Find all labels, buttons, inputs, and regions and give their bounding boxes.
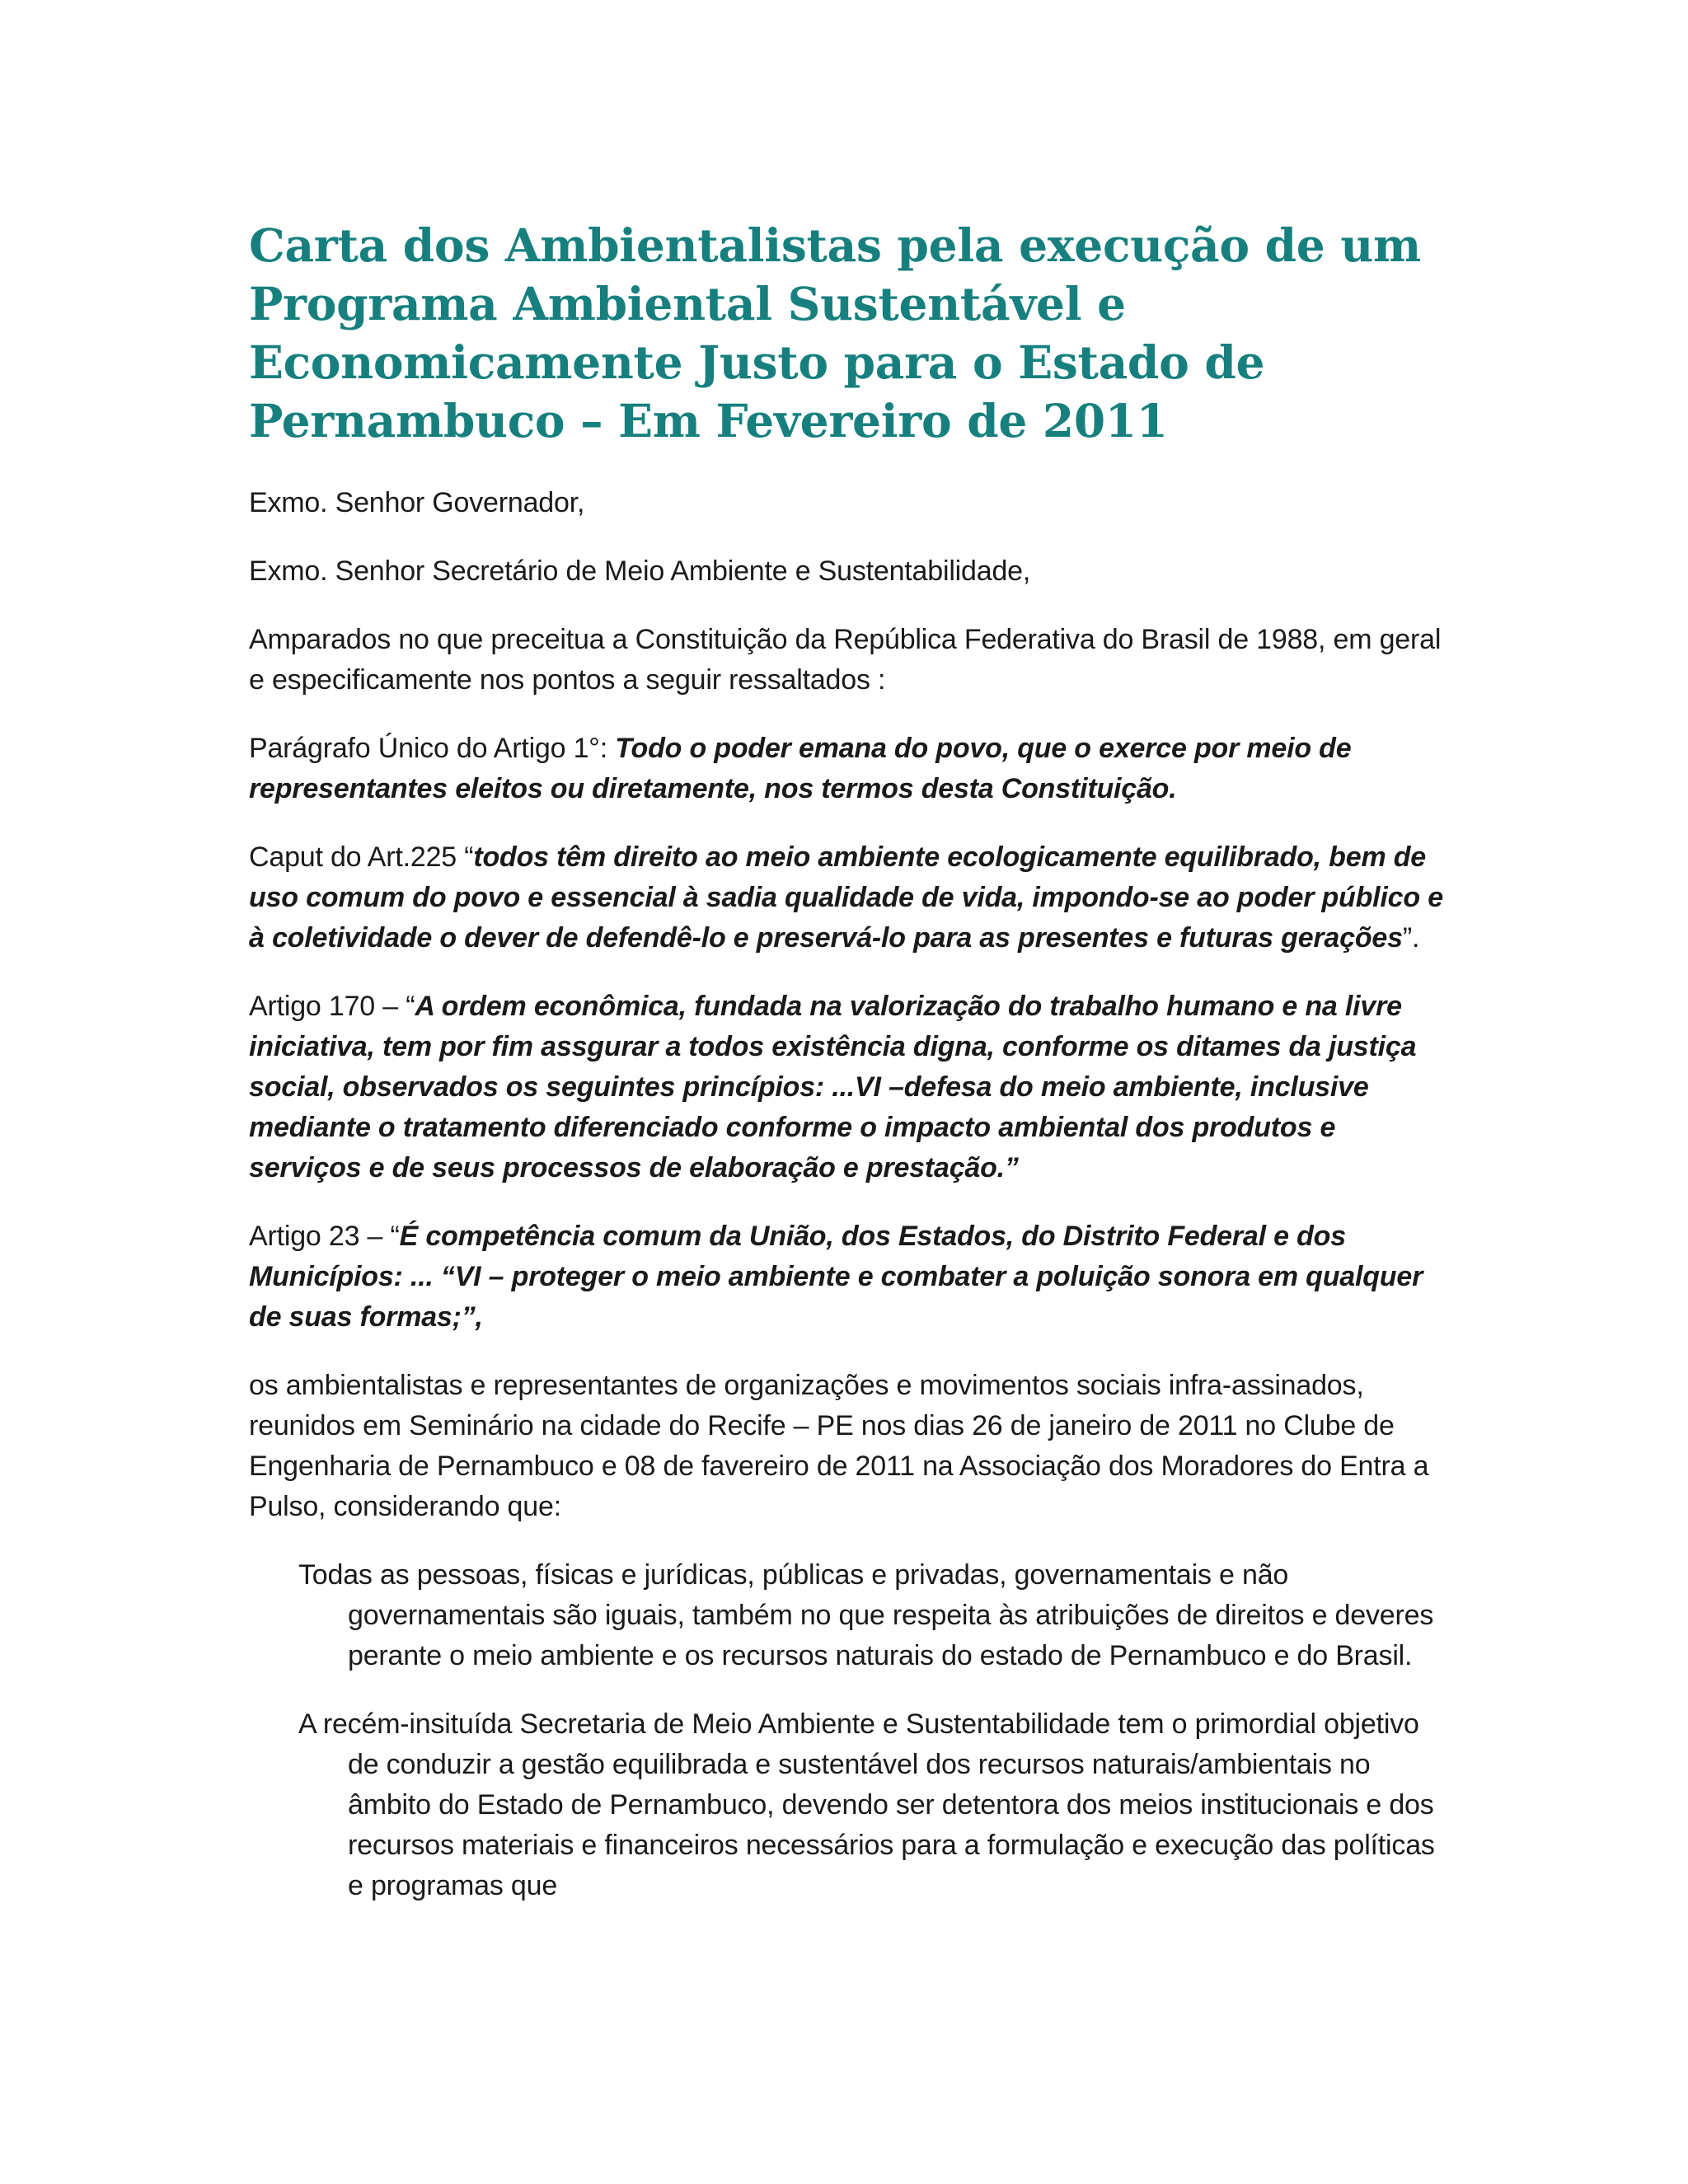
- intro-paragraph: Amparados no que preceitua a Constituição da República Federativa do Brasil de 1988, em geral e especificamente nos pontos a seguir ressaltados :: [249, 624, 1442, 696]
- article-1-paragraph: [249, 729, 1452, 809]
- article-170-label: Artigo 170 – “: [249, 991, 415, 1022]
- article-225-quote: todos têm direito ao meio ambiente ecologicamente equilibrado, bem de uso comum do povo e essencial à sadia qualidade de vida, impondo-se ao poder público e à coletividade o dever de defendê-lo e preservá-lo para as presentes e futuras gerações: [249, 841, 1443, 954]
- article-170-quote: A ordem econômica, fundada na valorização do trabalho humano e na livre iniciativa, tem por fim assgurar a todos existência digna, conforme os ditames da justiça social, observados os seguintes princípios: ...VI –defesa do meio ambiente, inclusive mediante o tratamento diferenciado conforme o impacto ambiental dos produtos e serviços e de seus processos de elaboração e prestação.”: [249, 991, 1417, 1183]
- article-170-paragraph: [249, 987, 1452, 1188]
- article-23-paragraph: [249, 1216, 1452, 1338]
- article-1-quote: Todo o poder emana do povo, que o exerce por meio de representantes eleitos ou diretamente, nos termos desta Constituição.: [249, 733, 1352, 804]
- body-paragraph: os ambientalistas e representantes de organizações e movimentos sociais infra-assinados, reunidos em Seminário na cidade do Recife – PE nos dias 26 de janeiro de 2011 no Clube de Engenharia de Pernambuco e 08 de favereiro de 2011 na Associação dos Moradores do Entra a Pulso, considerando que:: [249, 1370, 1429, 1522]
- article-23-label: Artigo 23 – “: [249, 1221, 400, 1252]
- article-225-paragraph: [249, 837, 1452, 958]
- salutation-governor: Exmo. Senhor Governador,: [249, 487, 585, 518]
- article-225-tail: ”.: [1402, 922, 1420, 954]
- document-page: [249, 216, 1452, 1934]
- article-1-label: Parágrafo Único do Artigo 1°:: [249, 733, 616, 764]
- list-item: A recém-insituída Secretaria de Meio Ambiente e Sustentabilidade tem o primordial objetivo de conduzir a gestão equilibrada e sustentável dos recursos naturais/ambientais no âmbito do Estado de Pernambuco, devendo ser detentora dos meios institucionais e dos recursos materiais e financeiros necessários para a formulação e execução das políticas e programas que: [298, 1708, 1435, 1901]
- list-item: Todas as pessoas, físicas e jurídicas, públicas e privadas, governamentais e não governamentais são iguais, também no que respeita às atribuições de direitos e deveres perante o meio ambiente e os recursos naturais do estado de Pernambuco e do Brasil.: [298, 1559, 1434, 1671]
- page-title: Carta dos Ambientalistas pela execução de um Programa Ambiental Sustentável e Economicamente Justo para o Estado de Pernambuco – Em Fevereiro de 2011: [249, 218, 1421, 448]
- salutation-secretary: Exmo. Senhor Secretário de Meio Ambiente e Sustentabilidade,: [249, 555, 1031, 587]
- article-225-label: Caput do Art.225 “: [249, 841, 474, 873]
- article-23-quote: É competência comum da União, dos Estados, do Distrito Federal e dos Municípios: ... “VI – proteger o meio ambiente e combater a poluição sonora em qualquer de suas formas;”,: [249, 1221, 1423, 1333]
